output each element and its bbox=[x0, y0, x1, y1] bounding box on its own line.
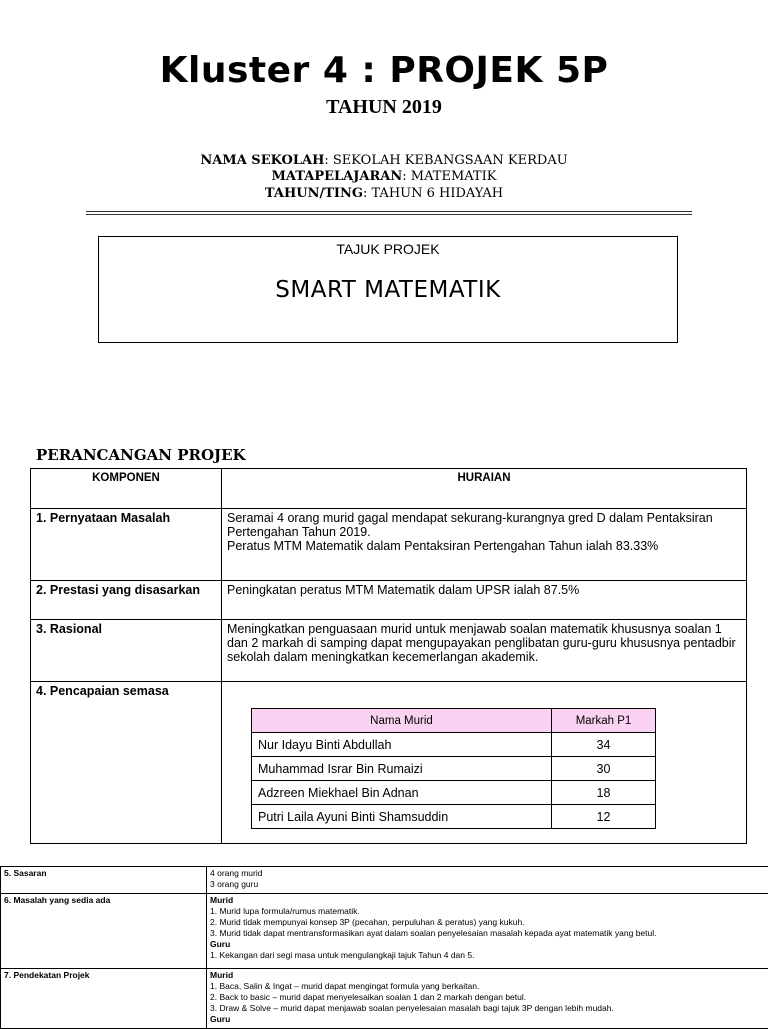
komponen-cell: 4. Pencapaian semasa bbox=[31, 682, 222, 844]
table-row bbox=[1, 867, 768, 894]
huraian-cell bbox=[222, 682, 747, 844]
komponen-cell: 5. Sasaran bbox=[1, 867, 207, 894]
group-heading: Guru bbox=[210, 939, 765, 950]
huraian-cell bbox=[207, 894, 768, 969]
continuation-table bbox=[0, 866, 768, 1029]
huraian-line: Peratus MTM Matematik dalam Pentaksiran Pertengahan Tahun ialah 83.33% bbox=[227, 539, 741, 553]
huraian-line: 3. Draw & Solve – murid dapat menjawab soalan penyelesaian masalah bagi tajuk 3P dengan lebih mudah. bbox=[210, 1003, 765, 1014]
student-row bbox=[252, 805, 656, 829]
huraian-line: 2. Back to basic – murid dapat menyelesaikan soalan 1 dan 2 markah dengan betul. bbox=[210, 992, 765, 1003]
huraian-cell bbox=[207, 867, 768, 894]
table-row bbox=[31, 682, 747, 844]
column-header-mark: Markah P1 bbox=[552, 709, 656, 733]
huraian-line: 1. Kekangan dari segi masa untuk mengulangkaji tajuk Tahun 4 dan 5. bbox=[210, 950, 765, 961]
huraian-line: 3 orang guru bbox=[210, 879, 765, 890]
student-marks-table bbox=[251, 708, 656, 829]
header-divider bbox=[86, 211, 692, 212]
student-mark: 12 bbox=[552, 805, 656, 829]
document-title: Kluster 4 : PROJEK 5P bbox=[0, 50, 768, 91]
komponen-cell: 2. Prestasi yang disasarkan bbox=[31, 581, 222, 620]
student-table-header bbox=[252, 709, 656, 733]
document-year: TAHUN 2019 bbox=[0, 96, 768, 119]
student-row bbox=[252, 757, 656, 781]
huraian-cell bbox=[222, 509, 747, 581]
huraian-cell bbox=[222, 620, 747, 682]
huraian-line: 2. Murid tidak mempunyai konsep 3P (pecahan, perpuluhan & peratus) yang kukuh. bbox=[210, 917, 765, 928]
huraian-line: Meningkatkan penguasaan murid untuk menjawab soalan matematik khususnya soalan 1 dan 2 markah di samping dapat mengupayakan penglibatan guru-guru khususnya pentadbir sekolah dalam meningkatkan kecemerlangan akademik. bbox=[227, 622, 741, 664]
komponen-cell: 3. Rasional bbox=[31, 620, 222, 682]
table-row bbox=[31, 581, 747, 620]
student-name: Putri Laila Ayuni Binti Shamsuddin bbox=[252, 805, 552, 829]
table-row bbox=[31, 620, 747, 682]
komponen-cell: 7. Pendekatan Projek bbox=[1, 969, 207, 1029]
info-subject bbox=[0, 169, 768, 185]
student-name: Adzreen Miekhael Bin Adnan bbox=[252, 781, 552, 805]
project-name: SMART MATEMATIK bbox=[99, 277, 677, 303]
column-header-komponen: KOMPONEN bbox=[31, 469, 222, 509]
huraian-cell bbox=[222, 581, 747, 620]
info-value: : TAHUN 6 HIDAYAH bbox=[363, 186, 503, 201]
info-label: TAHUN/TING bbox=[265, 186, 363, 201]
info-value: : MATEMATIK bbox=[402, 169, 496, 184]
huraian-line: 1. Baca, Salin & Ingat – murid dapat mengingat formula yang berkaitan. bbox=[210, 981, 765, 992]
header-divider bbox=[86, 214, 692, 215]
komponen-cell: 6. Masalah yang sedia ada bbox=[1, 894, 207, 969]
table-row bbox=[1, 969, 768, 1029]
student-name: Nur Idayu Binti Abdullah bbox=[252, 733, 552, 757]
student-name: Muhammad Israr Bin Rumaizi bbox=[252, 757, 552, 781]
huraian-line: Peningkatan peratus MTM Matematik dalam UPSR ialah 87.5% bbox=[227, 583, 741, 597]
huraian-line: 3. Murid tidak dapat mentransformasikan ayat dalam soalan penyelesaian masalah kepada ayat matematik yang betul. bbox=[210, 928, 765, 939]
project-label: TAJUK PROJEK bbox=[99, 241, 677, 257]
column-header-huraian: HURAIAN bbox=[222, 469, 747, 509]
project-title-box bbox=[98, 236, 678, 343]
info-class bbox=[0, 186, 768, 202]
table-row bbox=[1, 894, 768, 969]
group-heading: Murid bbox=[210, 970, 765, 981]
info-school bbox=[0, 153, 768, 169]
student-row bbox=[252, 733, 656, 757]
info-label: MATAPELAJARAN bbox=[272, 169, 403, 184]
student-mark: 34 bbox=[552, 733, 656, 757]
column-header-name: Nama Murid bbox=[252, 709, 552, 733]
info-label: NAMA SEKOLAH bbox=[200, 153, 324, 168]
komponen-cell: 1. Pernyataan Masalah bbox=[31, 509, 222, 581]
student-mark: 18 bbox=[552, 781, 656, 805]
student-row bbox=[252, 781, 656, 805]
info-value: : SEKOLAH KEBANGSAAN KERDAU bbox=[324, 153, 567, 168]
student-mark: 30 bbox=[552, 757, 656, 781]
huraian-cell bbox=[207, 969, 768, 1029]
huraian-line: Seramai 4 orang murid gagal mendapat sekurang-kurangnya gred D dalam Pentaksiran Pertengahan Tahun 2019. bbox=[227, 511, 741, 539]
table-header-row bbox=[31, 469, 747, 509]
section-title: PERANCANGAN PROJEK bbox=[36, 446, 246, 464]
table-row bbox=[31, 509, 747, 581]
huraian-line: 1. Murid lupa formula/rumus matematik. bbox=[210, 906, 765, 917]
planning-table bbox=[30, 468, 747, 844]
huraian-line: 4 orang murid bbox=[210, 868, 765, 879]
group-heading: Guru bbox=[210, 1014, 765, 1025]
group-heading: Murid bbox=[210, 895, 765, 906]
